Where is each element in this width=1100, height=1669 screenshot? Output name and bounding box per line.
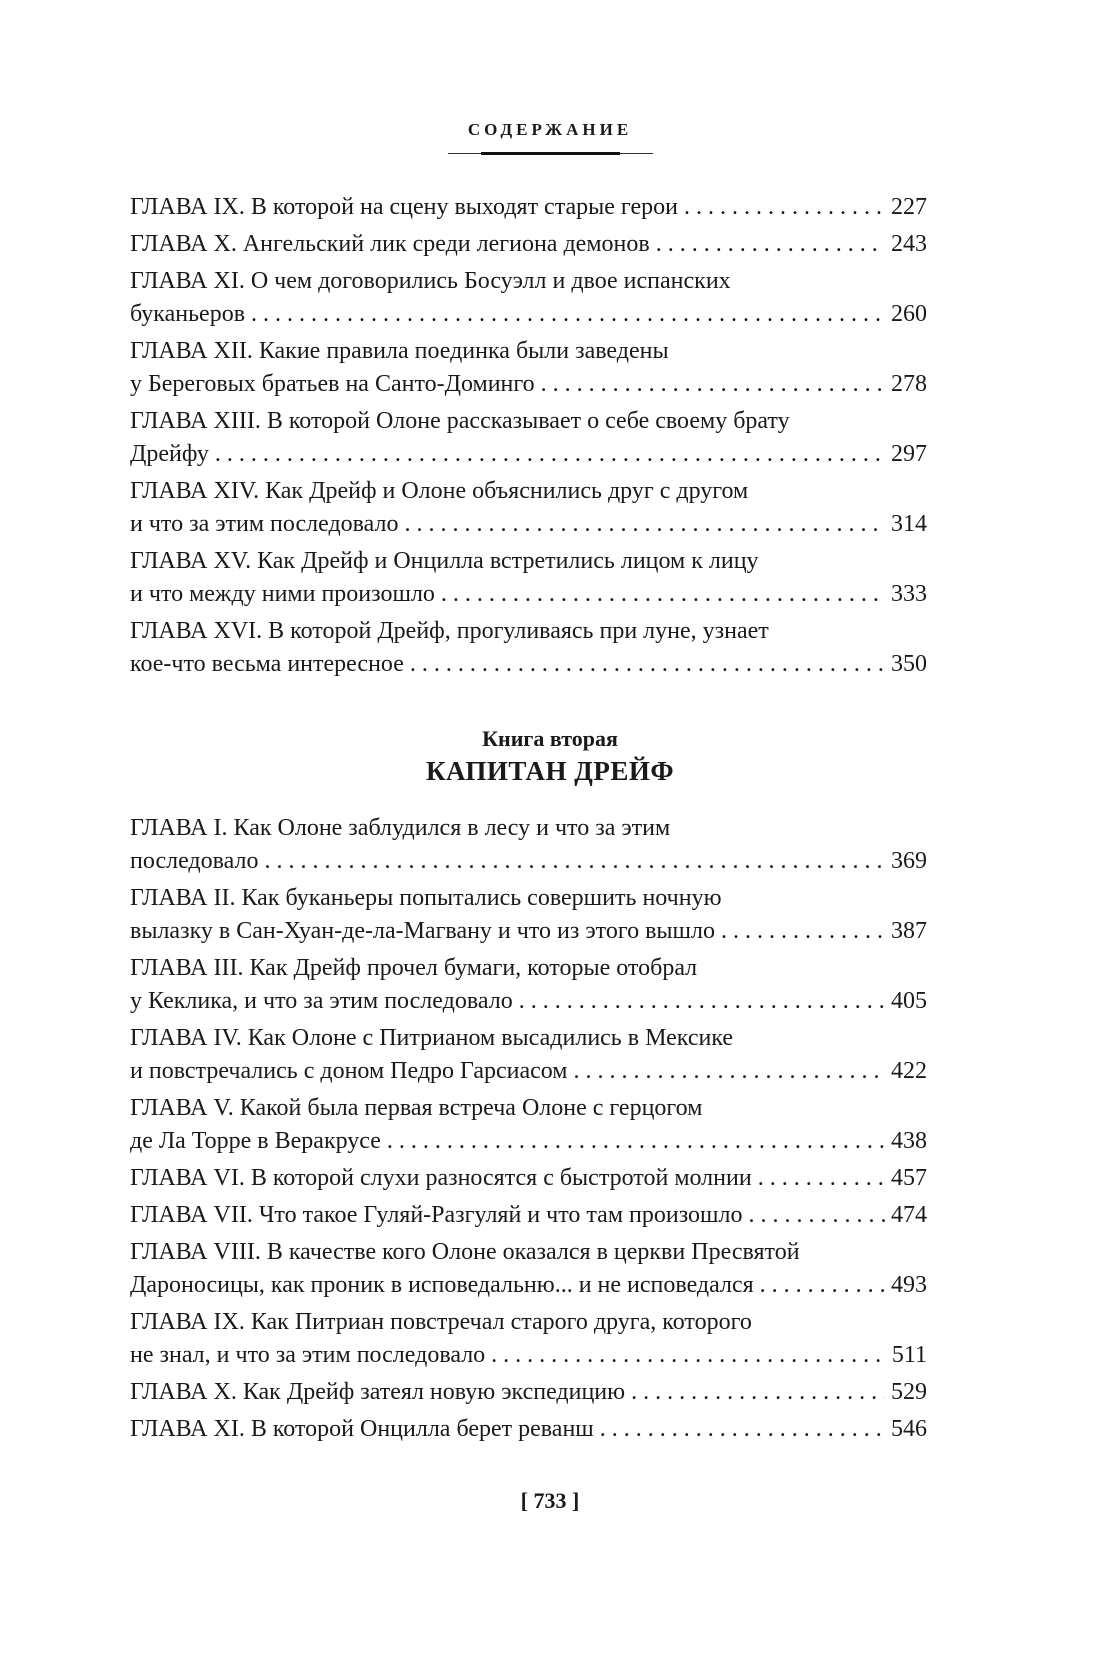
toc-entry-line: ГЛАВА VII. Что такое Гуляй-Разгуляй и что там произошло bbox=[130, 1202, 743, 1228]
toc-entry-last-line bbox=[130, 648, 927, 681]
toc-page-number: 314 bbox=[891, 511, 927, 537]
page-title: СОДЕРЖАНИЕ bbox=[467, 120, 633, 139]
toc-entry-line: ГЛАВА V. Какой была первая встреча Олоне с герцогом bbox=[130, 1095, 703, 1121]
toc-page-number: 260 bbox=[891, 301, 927, 327]
toc-entry-last-line bbox=[130, 228, 927, 261]
toc-entry-line: ГЛАВА XI. В которой Онцилла берет реванш bbox=[130, 1416, 594, 1442]
toc-entry-last-line bbox=[130, 438, 927, 471]
toc-entry-last-line bbox=[130, 1413, 927, 1446]
toc-page-number: 333 bbox=[891, 581, 927, 607]
dot-leader bbox=[574, 1055, 886, 1088]
toc-entry-line: последовало bbox=[130, 848, 259, 874]
toc-entry bbox=[130, 265, 927, 331]
toc-entry-line: ГЛАВА XIII. В которой Олоне рассказывает о себе своему брату bbox=[130, 408, 790, 434]
toc-entry-line: ГЛАВА XV. Как Дрейф и Онцилла встретились лицом к лицу bbox=[130, 548, 759, 574]
book-label: Книга вторая bbox=[482, 726, 618, 751]
toc-entry bbox=[130, 1376, 927, 1409]
dot-leader bbox=[387, 1125, 885, 1158]
dot-leader bbox=[441, 578, 885, 611]
toc-entry-last-line bbox=[130, 298, 927, 331]
toc-entry bbox=[130, 545, 927, 611]
toc-entry-line: ГЛАВА XIV. Как Дрейф и Олоне объяснились друг с другом bbox=[130, 478, 749, 504]
toc-entry-line: ГЛАВА I. Как Олоне заблудился в лесу и что за этим bbox=[130, 815, 671, 841]
toc-entry-last-line bbox=[130, 1339, 927, 1372]
dot-leader bbox=[749, 1199, 886, 1232]
toc-entry bbox=[130, 1236, 927, 1302]
header-rule bbox=[448, 152, 653, 155]
toc-entry-last-line bbox=[130, 368, 927, 401]
dot-leader bbox=[215, 438, 885, 471]
toc-entry-line: де Ла Торре в Веракрусе bbox=[130, 1128, 381, 1154]
toc-entry-line: ГЛАВА IV. Как Олоне с Питрианом высадились в Мексике bbox=[130, 1025, 734, 1051]
toc-page-number: 546 bbox=[891, 1416, 927, 1442]
dot-leader bbox=[721, 915, 885, 948]
dot-leader bbox=[405, 508, 885, 541]
toc-entry bbox=[130, 952, 927, 1018]
toc-entry-line: и что за этим последовало bbox=[130, 511, 399, 537]
toc-entry-last-line bbox=[130, 578, 927, 611]
dot-leader bbox=[760, 1269, 885, 1302]
toc-entry-line: ГЛАВА VIII. В качестве кого Олоне оказался в церкви Пресвятой bbox=[130, 1239, 800, 1265]
toc-entry-last-line bbox=[130, 191, 927, 224]
toc-entry-line: ГЛАВА X. Как Дрейф затеял новую экспедицию bbox=[130, 1379, 626, 1405]
toc-entry-line: Дароносицы, как проник в исповедальню... и не исповедался bbox=[130, 1272, 754, 1298]
toc-page-number: 369 bbox=[891, 848, 927, 874]
toc-entry-line: и повстречались с доном Педро Гарсиасом bbox=[130, 1058, 568, 1084]
toc-entry-last-line bbox=[130, 1199, 927, 1232]
toc-entry bbox=[130, 191, 927, 224]
dot-leader bbox=[684, 191, 885, 224]
toc-entry-line: не знал, и что за этим последовало bbox=[130, 1342, 486, 1368]
header-rule-thick bbox=[481, 152, 620, 155]
toc-page-number: 457 bbox=[891, 1165, 927, 1191]
toc-entry-line: ГЛАВА XI. О чем договорились Босуэлл и двое испанских bbox=[130, 268, 731, 294]
toc-entry-last-line bbox=[130, 1055, 927, 1088]
toc-entry-last-line bbox=[130, 915, 927, 948]
dot-leader bbox=[410, 648, 885, 681]
toc-entry bbox=[130, 1022, 927, 1088]
toc-page-number: 529 bbox=[891, 1379, 927, 1405]
page-header bbox=[0, 120, 1100, 155]
dot-leader bbox=[631, 1376, 885, 1409]
toc-entry-line: у Кеклика, и что за этим последовало bbox=[130, 988, 513, 1014]
toc-entry bbox=[130, 475, 927, 541]
toc-entry-line: вылазку в Сан-Хуан-де-ла-Магвану и что из этого вышло bbox=[130, 918, 715, 944]
page-number: [ 733 ] bbox=[520, 1488, 580, 1513]
toc-entry-line: ГЛАВА IX. Как Питриан повстречал старого друга, которого bbox=[130, 1309, 752, 1335]
toc-entry bbox=[130, 882, 927, 948]
book-title: КАПИТАН ДРЕЙФ bbox=[425, 756, 675, 786]
toc-entry bbox=[130, 1162, 927, 1195]
toc-page-number: 511 bbox=[891, 1342, 927, 1368]
toc-entry-line: ГЛАВА XII. Какие правила поединка были заведены bbox=[130, 338, 669, 364]
toc-entry-last-line bbox=[130, 1269, 927, 1302]
dot-leader bbox=[491, 1339, 886, 1372]
toc-entry bbox=[130, 335, 927, 401]
toc-entry-line: Дрейфу bbox=[130, 441, 209, 467]
dot-leader bbox=[264, 845, 885, 878]
toc-entry-line: ГЛАВА X. Ангельский лик среди легиона демонов bbox=[130, 231, 650, 257]
toc-page-number: 350 bbox=[891, 651, 927, 677]
toc-page-number: 405 bbox=[891, 988, 927, 1014]
dot-leader bbox=[519, 985, 885, 1018]
toc-entry bbox=[130, 1092, 927, 1158]
toc-entry-line: ГЛАВА VI. В которой слухи разносятся с быстротой молнии bbox=[130, 1165, 752, 1191]
dot-leader bbox=[758, 1162, 885, 1195]
toc-entry bbox=[130, 1306, 927, 1372]
toc-page-number: 278 bbox=[891, 371, 927, 397]
toc-page-number: 474 bbox=[891, 1202, 927, 1228]
toc-entry-line: ГЛАВА IX. В которой на сцену выходят старые герои bbox=[130, 194, 678, 220]
toc-page-number: 387 bbox=[891, 918, 927, 944]
toc-entry-last-line bbox=[130, 985, 927, 1018]
toc-entry bbox=[130, 812, 927, 878]
book-heading bbox=[0, 725, 1100, 789]
toc-page-number: 243 bbox=[891, 231, 927, 257]
toc-entry-line: кое-что весьма интересное bbox=[130, 651, 404, 677]
toc-entry-line: у Береговых братьев на Санто-Доминго bbox=[130, 371, 535, 397]
dot-leader bbox=[251, 298, 885, 331]
toc-entry-line: буканьеров bbox=[130, 301, 246, 327]
toc-entry-line: ГЛАВА III. Как Дрейф прочел бумаги, которые отобрал bbox=[130, 955, 698, 981]
toc-entry bbox=[130, 1199, 927, 1232]
toc-entry-line: ГЛАВА II. Как буканьеры попытались совершить ночную bbox=[130, 885, 722, 911]
toc-entry bbox=[130, 1413, 927, 1446]
toc-entry bbox=[130, 228, 927, 261]
toc-section-book-one bbox=[130, 191, 927, 685]
toc-page-number: 493 bbox=[891, 1272, 927, 1298]
toc-entry bbox=[130, 615, 927, 681]
toc-entry-last-line bbox=[130, 845, 927, 878]
toc-entry-last-line bbox=[130, 508, 927, 541]
dot-leader bbox=[600, 1413, 885, 1446]
toc-section-book-two bbox=[130, 812, 927, 1450]
toc-page-number: 438 bbox=[891, 1128, 927, 1154]
toc-page-number: 297 bbox=[891, 441, 927, 467]
toc-page-number: 422 bbox=[891, 1058, 927, 1084]
toc-entry-line: ГЛАВА XVI. В которой Дрейф, прогуливаясь при луне, узнает bbox=[130, 618, 769, 644]
toc-entry-line: и что между ними произошло bbox=[130, 581, 435, 607]
toc-page-number: 227 bbox=[891, 194, 927, 220]
dot-leader bbox=[541, 368, 885, 401]
dot-leader bbox=[656, 228, 885, 261]
toc-entry bbox=[130, 405, 927, 471]
toc-entry-last-line bbox=[130, 1125, 927, 1158]
toc-entry-last-line bbox=[130, 1376, 927, 1409]
toc-entry-last-line bbox=[130, 1162, 927, 1195]
